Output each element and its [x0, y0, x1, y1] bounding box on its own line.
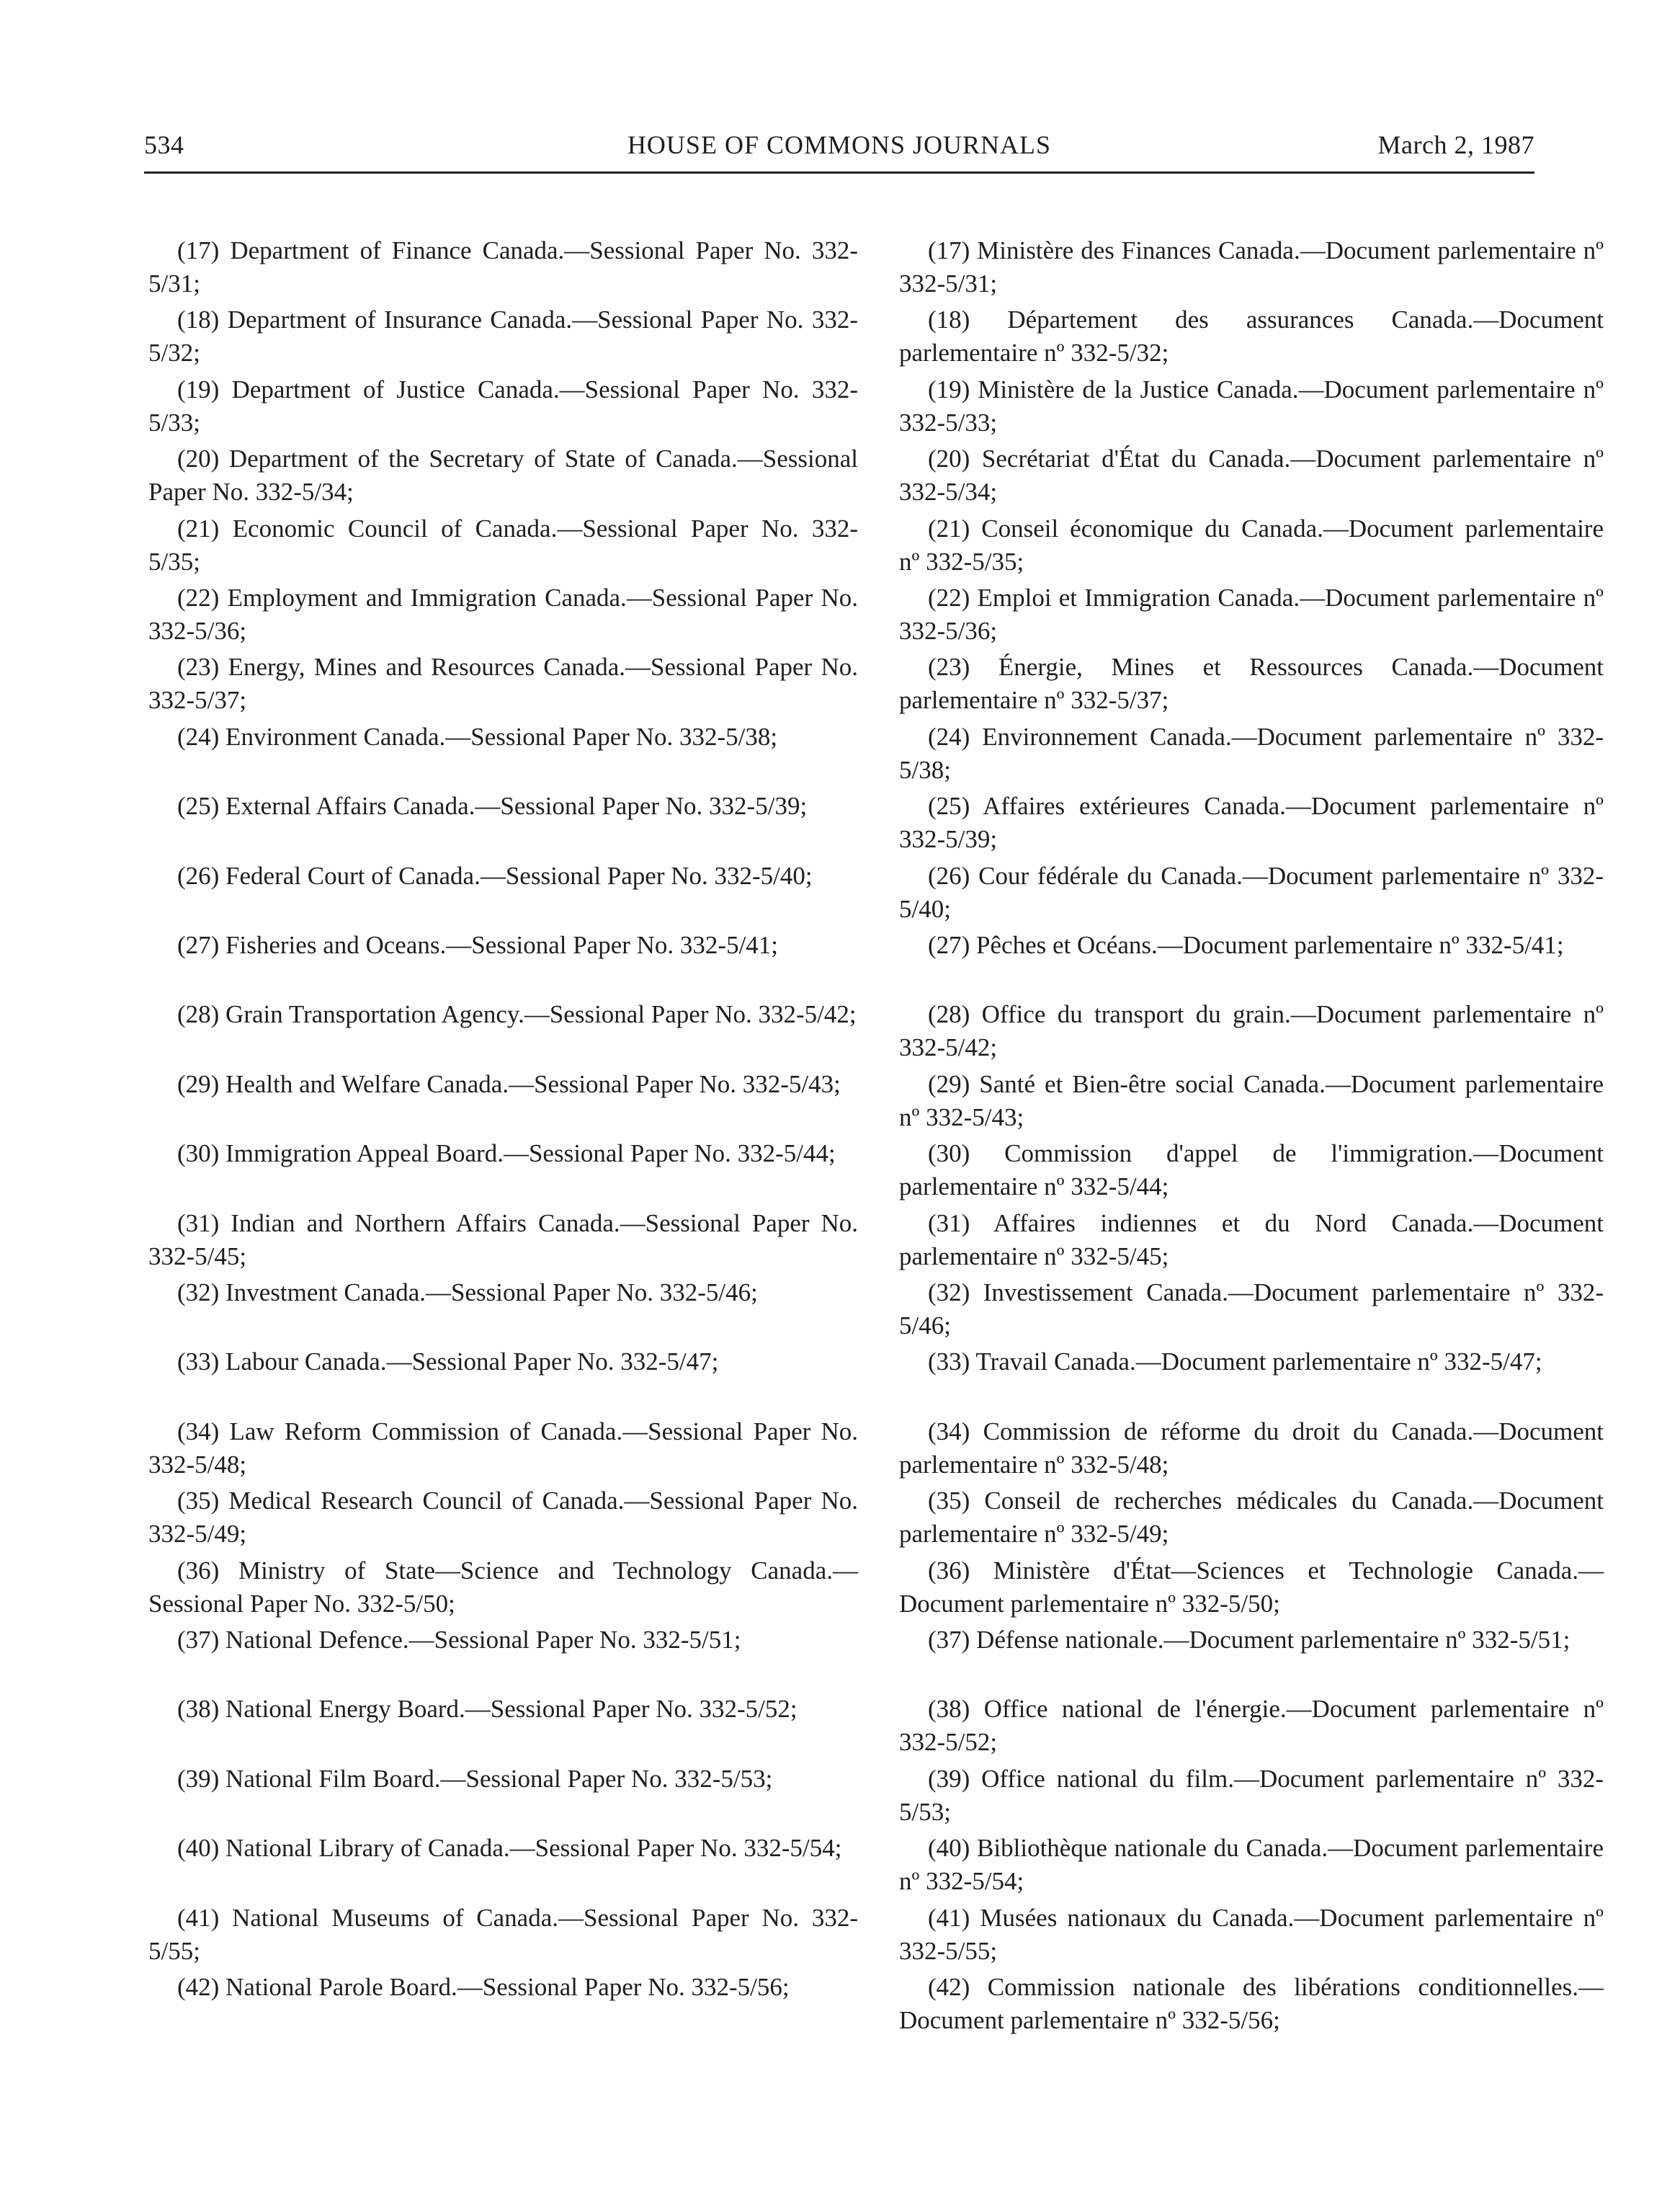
list-item: (22) Employment and Immigration Canada.—Sessional Paper No. 332-5/36;	[148, 584, 858, 645]
list-item: (24) Environment Canada.—Sessional Paper No. 332-5/38;	[177, 723, 778, 751]
list-item: (28) Grain Transportation Agency.—Sessional Paper No. 332-5/42;	[177, 1000, 857, 1028]
list-item: (33) Labour Canada.—Sessional Paper No. 332-5/47;	[177, 1347, 719, 1376]
list-item: (38) Office national de l'énergie.—Document parlementaire nº 332-5/52;	[899, 1695, 1604, 1756]
list-item: (34) Commission de réforme du droit du Canada.—Document parlementaire nº 332-5/48;	[899, 1417, 1604, 1479]
list-item: (20) Secrétariat d'État du Canada.—Document parlementaire nº 332-5/34;	[899, 445, 1604, 506]
list-item: (29) Santé et Bien-être social Canada.—Document parlementaire nº 332-5/43;	[899, 1070, 1604, 1131]
list-item: (26) Federal Court of Canada.—Sessional Paper No. 332-5/40;	[177, 862, 813, 890]
list-item: (35) Conseil de recherches médicales du Canada.—Document parlementaire nº 332-5/49;	[899, 1487, 1604, 1548]
list-item: (37) National Defence.—Sessional Paper No. 332-5/51;	[177, 1626, 741, 1654]
list-item: (26) Cour fédérale du Canada.—Document parlementaire nº 332-5/40;	[899, 862, 1604, 923]
list-item: (41) National Museums of Canada.—Sessional Paper No. 332-5/55;	[148, 1904, 858, 1965]
journal-date: March 2, 1987	[1377, 130, 1534, 159]
list-item: (35) Medical Research Council of Canada.—Sessional Paper No. 332-5/49;	[148, 1487, 858, 1548]
list-item: (31) Affaires indiennes et du Nord Canada.—Document parlementaire nº 332-5/45;	[899, 1209, 1604, 1270]
list-item: (39) National Film Board.—Sessional Paper No. 332-5/53;	[177, 1765, 773, 1793]
journal-title: HOUSE OF COMMONS JOURNALS	[627, 130, 1052, 159]
list-item: (40) Bibliothèque nationale du Canada.—Document parlementaire nº 332-5/54;	[899, 1834, 1604, 1895]
list-item: (41) Musées nationaux du Canada.—Document parlementaire nº 332-5/55;	[899, 1904, 1604, 1965]
list-item: (18) Department of Insurance Canada.—Sessional Paper No. 332-5/32;	[148, 306, 858, 367]
list-item: (32) Investment Canada.—Sessional Paper No. 332-5/46;	[177, 1278, 758, 1306]
list-item: (34) Law Reform Commission of Canada.—Sessional Paper No. 332-5/48;	[148, 1417, 858, 1479]
list-item: (20) Department of the Secretary of State of Canada.—Sessional Paper No. 332-5/34;	[148, 445, 858, 506]
list-item: (21) Economic Council of Canada.—Sessional Paper No. 332-5/35;	[148, 514, 858, 576]
list-item: (42) National Parole Board.—Sessional Paper No. 332-5/56;	[177, 1973, 790, 2001]
list-item: (25) Affaires extérieures Canada.—Document parlementaire nº 332-5/39;	[899, 792, 1604, 853]
list-item: (29) Health and Welfare Canada.—Sessional Paper No. 332-5/43;	[177, 1070, 841, 1098]
list-item: (21) Conseil économique du Canada.—Document parlementaire nº 332-5/35;	[899, 514, 1604, 576]
list-item: (28) Office du transport du grain.—Document parlementaire nº 332-5/42;	[899, 1000, 1604, 1061]
list-item: (24) Environnement Canada.—Document parlementaire nº 332-5/38;	[899, 723, 1604, 784]
list-item: (39) Office national du film.—Document parlementaire nº 332-5/53;	[899, 1765, 1604, 1826]
page-header	[144, 128, 1534, 174]
list-item: (27) Fisheries and Oceans.—Sessional Paper No. 332-5/41;	[177, 931, 779, 959]
list-item: (31) Indian and Northern Affairs Canada.—Sessional Paper No. 332-5/45;	[148, 1209, 858, 1270]
list-item: (32) Investissement Canada.—Document parlementaire nº 332-5/46;	[899, 1278, 1604, 1340]
list-item: (17) Ministère des Finances Canada.—Document parlementaire nº 332-5/31;	[899, 236, 1604, 298]
list-item: (30) Immigration Appeal Board.—Sessional Paper No. 332-5/44;	[177, 1139, 836, 1167]
list-item: (40) National Library of Canada.—Sessional Paper No. 332-5/54;	[177, 1834, 842, 1862]
list-item: (19) Ministère de la Justice Canada.—Document parlementaire nº 332-5/33;	[899, 375, 1604, 437]
list-item: (22) Emploi et Immigration Canada.—Document parlementaire nº 332-5/36;	[899, 584, 1604, 645]
list-item: (33) Travail Canada.—Document parlementaire nº 332-5/47;	[928, 1347, 1542, 1376]
list-item: (19) Department of Justice Canada.—Sessional Paper No. 332-5/33;	[148, 375, 858, 437]
list-item: (23) Energy, Mines and Resources Canada.—Sessional Paper No. 332-5/37;	[148, 653, 858, 714]
list-item: (37) Défense nationale.—Document parlementaire nº 332-5/51;	[928, 1626, 1570, 1654]
list-item: (36) Ministry of State—Science and Technology Canada.—Sessional Paper No. 332-5/50;	[148, 1556, 858, 1618]
list-item: (17) Department of Finance Canada.—Sessional Paper No. 332-5/31;	[148, 236, 858, 298]
list-item: (18) Département des assurances Canada.—Document parlementaire nº 332-5/32;	[899, 306, 1604, 367]
list-item: (36) Ministère d'État—Sciences et Technologie Canada.—Document parlementaire nº 332-5/50;	[899, 1556, 1604, 1618]
list-item: (30) Commission d'appel de l'immigration.—Document parlementaire nº 332-5/44;	[899, 1139, 1604, 1200]
list-item: (38) National Energy Board.—Sessional Paper No. 332-5/52;	[177, 1695, 797, 1723]
list-item: (23) Énergie, Mines et Ressources Canada.—Document parlementaire nº 332-5/37;	[899, 653, 1604, 714]
list-item: (27) Pêches et Océans.—Document parlementaire nº 332-5/41;	[928, 931, 1564, 959]
list-item: (25) External Affairs Canada.—Sessional Paper No. 332-5/39;	[177, 792, 808, 820]
list-item: (42) Commission nationale des libérations conditionnelles.—Document parlementaire nº 332-5/56;	[899, 1973, 1604, 2034]
page-number: 534	[144, 130, 184, 159]
